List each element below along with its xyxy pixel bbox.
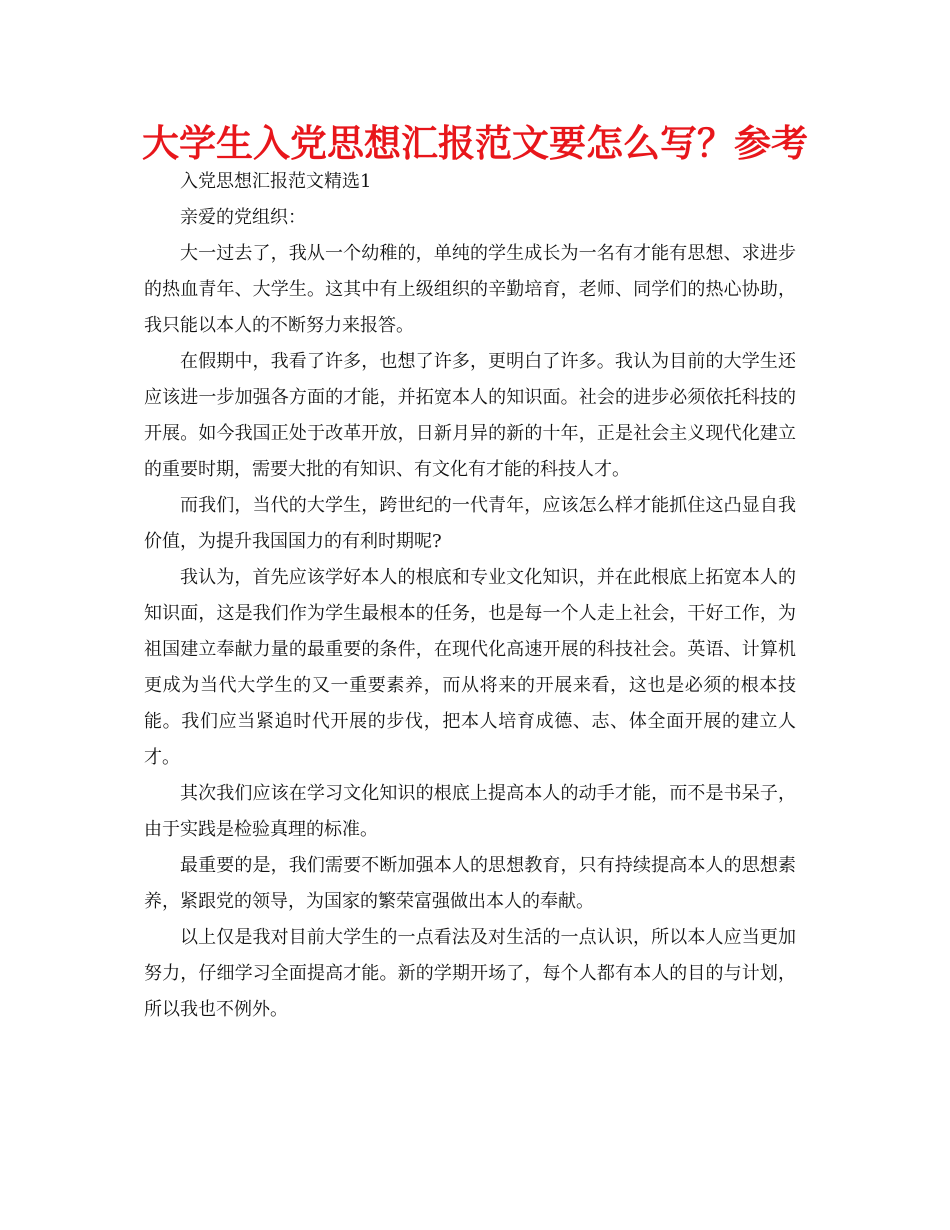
paragraph: 在假期中，我看了许多，也想了许多，更明白了许多。我认为目前的大学生还应该进一步加强各方面的才能，并拓宽本人的知识面。社会的进步必须依托科技的开展。如今我国正处于改革开放，日新月异的新的十年，正是社会主义现代化建立的重要时期，需要大批的有知识、有文化有才能的科技人才。 bbox=[144, 351, 796, 480]
paragraph: 而我们，当代的大学生，跨世纪的一代青年，应该怎么样才能抓住这凸显自我价值，为提升我国国力的有利时期呢? bbox=[144, 495, 796, 552]
paragraph: 大一过去了，我从一个幼稚的，单纯的学生成长为一名有才能有思想、求进步的热血青年、大学生。这其中有上级组织的辛勤培育，老师、同学们的热心协助，我只能以本人的不断努力来报答。 bbox=[144, 243, 796, 336]
salutation: 亲爱的党组织： bbox=[180, 207, 306, 228]
paragraph: 以上仅是我对目前大学生的一点看法及对生活的一点认识，所以本人应当更加努力，仔细学习全面提高才能。新的学期开场了，每个人都有本人的目的与计划，所以我也不例外。 bbox=[144, 927, 796, 1020]
section-heading: 入党思想汇报范文精选1 bbox=[180, 171, 372, 192]
paragraph: 我认为，首先应该学好本人的根底和专业文化知识，并在此根底上拓宽本人的知识面，这是我们作为学生最根本的任务，也是每一个人走上社会，干好工作，为祖国建立奉献力量的最重要的条件，在现代化高速开展的科技社会。英语、计算机更成为当代大学生的又一重要素养，而从将来的开展来看，这也是必须的根本技能。我们应当紧追时代开展的步伐，把本人培育成德、志、体全面开展的建立人才。 bbox=[144, 567, 796, 768]
paragraph: 其次我们应该在学习文化知识的根底上提高本人的动手才能，而不是书呆子，由于实践是检验真理的标准。 bbox=[144, 783, 796, 840]
paragraph: 最重要的是，我们需要不断加强本人的思想教育，只有持续提高本人的思想素养，紧跟党的领导，为国家的繁荣富强做出本人的奉献。 bbox=[144, 855, 796, 912]
document-body bbox=[144, 164, 796, 1028]
document-title: 大学生入党思想汇报范文要怎么写？参考 bbox=[142, 122, 808, 165]
